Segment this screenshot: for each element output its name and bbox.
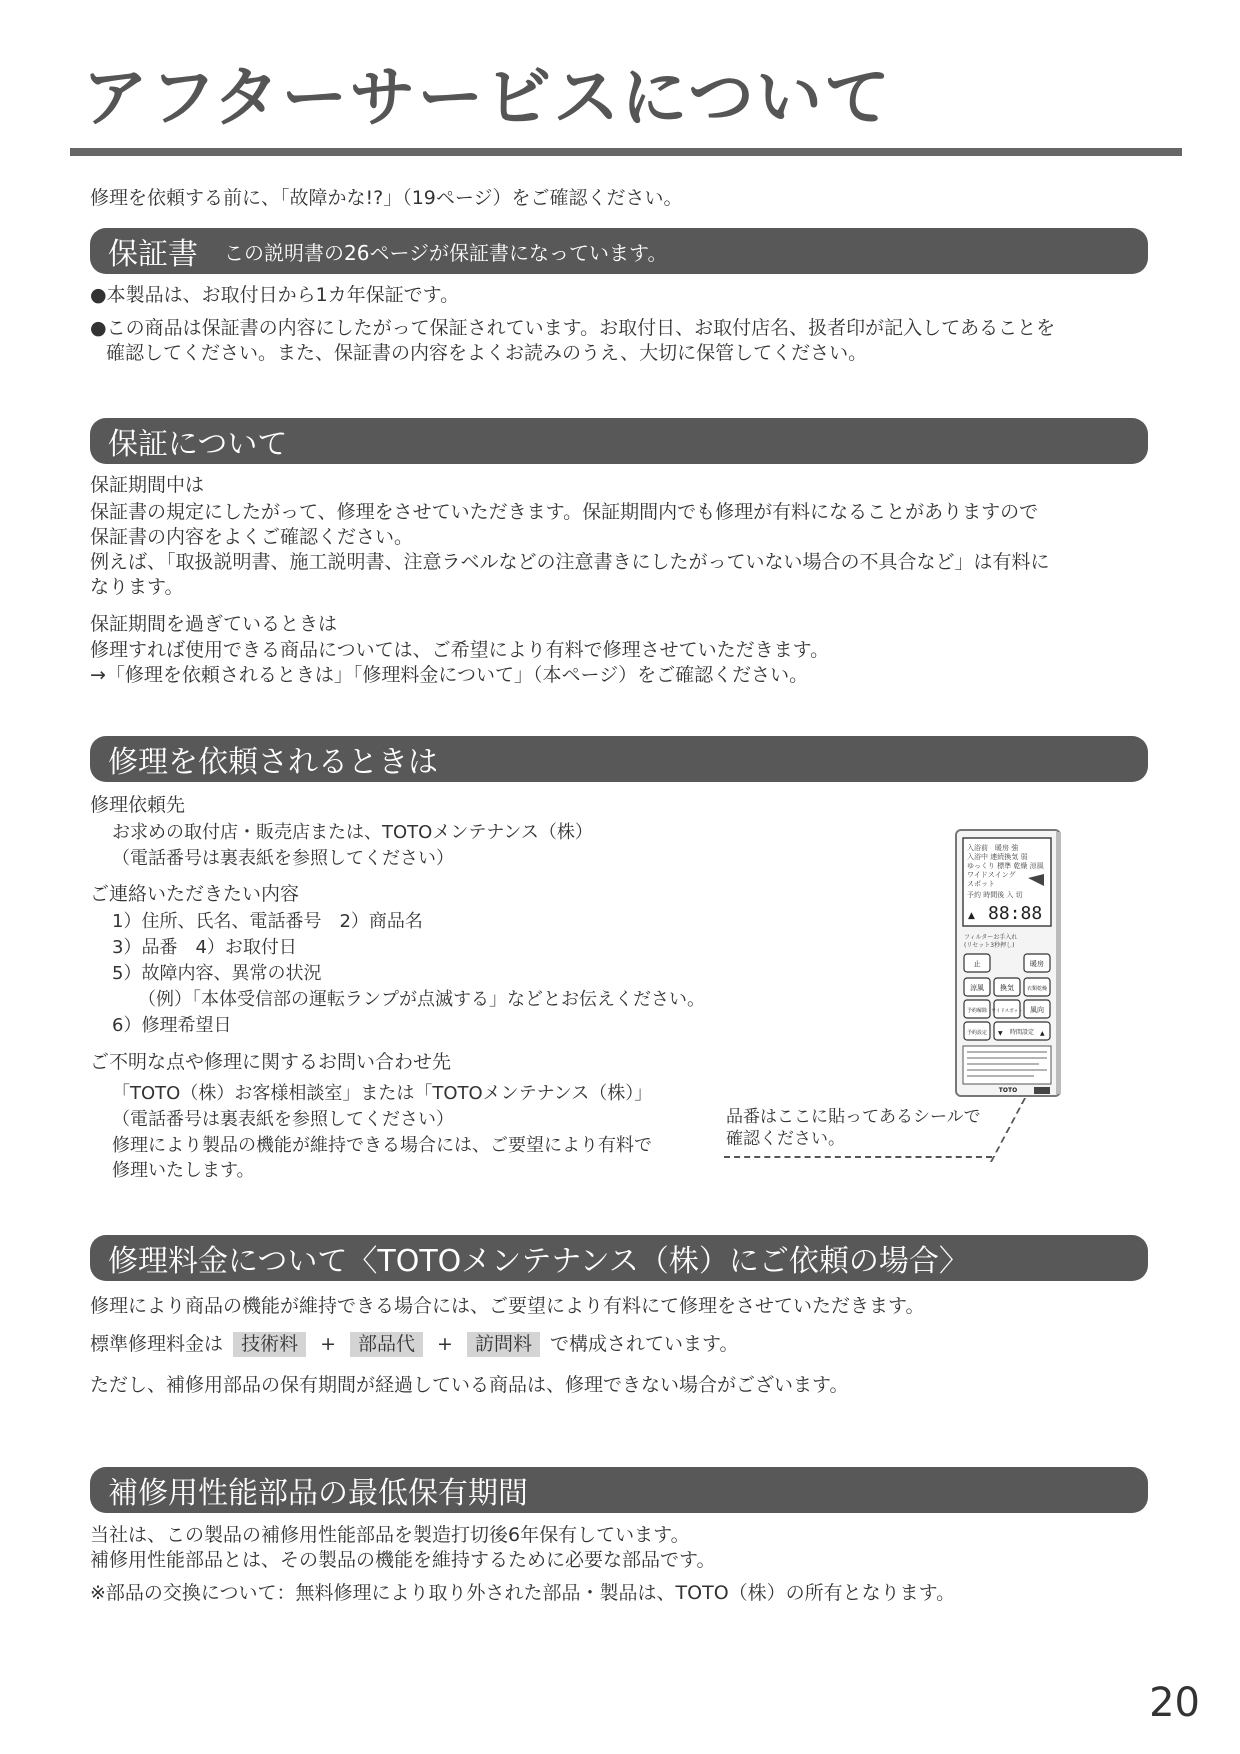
section-bar-warranty-card [90, 228, 1148, 274]
body-line: なります。 [90, 576, 184, 598]
body-line: 「TOTO（株）お客様相談室」または「TOTOメンテナンス（株）」 [112, 1083, 653, 1104]
button-label: 換気 [1000, 984, 1014, 992]
body-line: 例えば、「取扱説明書、施工説明書、注意ラベルなどの注意書きにしたがっていない場合の不具合など」は有料に [90, 551, 1050, 573]
section-bar-parts-period [90, 1467, 1148, 1513]
button-label: 時間設定 [1009, 1029, 1035, 1036]
body-line: （電話番号は裏表紙を参照してください） [112, 1109, 454, 1130]
list-item: 3）品番 4）お取付日 [112, 937, 297, 958]
display-line: ゆっくり 標準 乾燥 涼風 [967, 862, 1044, 870]
bullet-item: ●この商品は保証書の内容にしたがって保証されています。お取付日、お取付店名、扱者印が記入してあることを [90, 317, 1056, 339]
display-line: 入浴前 暖房 強 [967, 844, 1019, 852]
list-item: 1）住所、氏名、電話番号 2）商品名 [112, 911, 423, 932]
sticker-note: 確認ください。 [726, 1129, 845, 1149]
intro-text: 修理を依頼する前に、「故障かな!?」（19ページ）をご確認ください。 [90, 187, 683, 209]
section-bar-fees [90, 1235, 1148, 1281]
display-line: スポット [967, 880, 995, 888]
bullet-continuation: 確認してください。また、保証書の内容をよくお読みのうえ、大切に保管してください。 [106, 342, 868, 364]
note-line: ※部品の交換について：無料修理により取り外された部品・製品は、TOTO（株）の所有となります。 [90, 1582, 956, 1604]
display-arrow: ▲ [968, 911, 975, 921]
down-arrow-icon: ▼ [998, 1030, 1003, 1037]
subheading: 保証期間を過ぎているときは [90, 613, 338, 635]
plus-sign: + [437, 1333, 453, 1355]
plus-sign: + [320, 1333, 336, 1355]
body-line: 修理いたします。 [112, 1160, 255, 1181]
bullet-item: ●本製品は、お取付日から1カ年保証です。 [90, 284, 460, 306]
display-line: ワイドスイング [967, 871, 1016, 879]
formula-prefix: 標準修理料金は [90, 1333, 224, 1355]
body-line: ただし、補修用部品の保有期間が経過している商品は、修理できない場合がございます。 [90, 1374, 849, 1396]
sticker-leader-line [990, 1098, 1028, 1162]
display-time: 88:88 [988, 903, 1043, 924]
page-number: 20 [1149, 1680, 1200, 1726]
section-subheading: この説明書の26ページが保証書になっています。 [224, 240, 668, 265]
button-label: 予約解除 [966, 1008, 988, 1014]
list-item: 5）故障内容、異常の状況 [112, 963, 322, 984]
body-line: お求めの取付店・販売店または、TOTOメンテナンス（株） [112, 822, 593, 843]
section-bar-warranty-about [90, 418, 1148, 464]
filter-note: フィルターお手入れ [964, 934, 1018, 941]
section-heading: 補修用性能部品の最低保有期間 [108, 1476, 528, 1511]
display-line: 入浴中 連続換気 弱 [967, 853, 1028, 861]
subheading: ご連絡いただきたい内容 [90, 883, 300, 905]
button-label: 予約設定 [966, 1030, 988, 1036]
remote-control-illustration [954, 828, 1064, 1100]
section-bar-repair-request [90, 736, 1148, 782]
body-line: 補修用性能部品とは、その製品の機能を維持するために必要な部品です。 [90, 1549, 716, 1571]
button-label: ワイドスポット [991, 1009, 1023, 1014]
body-line: （電話番号は裏表紙を参照してください） [112, 848, 454, 869]
sticker-leader-line [724, 1156, 992, 1158]
filter-note: (リセット3秒押し) [964, 942, 1015, 949]
brand-logo: TOTO [998, 1087, 1018, 1094]
button-label: 暖房 [1030, 960, 1044, 968]
section-heading: 保証書 [108, 237, 198, 272]
title-rule [70, 148, 1182, 156]
fee-component-labor: 技術料 [233, 1332, 306, 1357]
button-label: 衣類乾燥 [1026, 986, 1048, 992]
section-heading: 保証について [108, 427, 288, 462]
fee-component-visit: 訪問料 [467, 1332, 540, 1357]
cross-reference: →「修理を依頼されるときは」「修理料金について」（本ページ）をご確認ください。 [90, 664, 809, 686]
body-line: 修理すれば使用できる商品については、ご希望により有料で修理させていただきます。 [90, 639, 830, 661]
page-title: アフターサービスについて [82, 59, 893, 136]
subheading: 保証期間中は [90, 474, 205, 496]
subheading: 修理依頼先 [90, 794, 186, 816]
body-line: 修理により商品の機能が維持できる場合には、ご要望により有料にて修理をさせていただきます。 [90, 1295, 925, 1317]
body-line: 保証書の内容をよくご確認ください。 [90, 526, 414, 548]
body-line: 修理により製品の機能が維持できる場合には、ご要望により有料で [112, 1135, 652, 1156]
body-line: 保証書の規定にしたがって、修理をさせていただきます。保証期間内でも修理が有料になることがありますので [90, 501, 1039, 523]
up-arrow-icon: ▲ [1040, 1030, 1045, 1037]
button-label: 涼風 [970, 984, 984, 992]
remote-side [1056, 832, 1061, 1094]
button-label: 止 [973, 960, 981, 968]
formula-suffix: で構成されています。 [550, 1333, 739, 1355]
fee-formula [90, 1332, 738, 1357]
button-label: 風向 [1030, 1006, 1044, 1014]
display-line: 予約 時間後 入 切 [967, 891, 1023, 899]
body-line: 当社は、この製品の補修用性能部品を製造打切後6年保有しています。 [90, 1524, 690, 1546]
list-item: 6）修理希望日 [112, 1015, 232, 1036]
example-line: （例）「本体受信部の運転ランプが点滅する」などとお伝えください。 [138, 989, 705, 1010]
section-heading: 修理料金について〈TOTOメンテナンス（株）にご依頼の場合〉 [108, 1244, 969, 1279]
section-heading: 修理を依頼されるときは [108, 745, 438, 780]
fee-component-parts: 部品代 [350, 1332, 423, 1357]
label-mark [1034, 1087, 1050, 1094]
subheading: ご不明な点や修理に関するお問い合わせ先 [90, 1051, 452, 1073]
sticker-note: 品番はここに貼ってあるシールで [726, 1107, 981, 1127]
